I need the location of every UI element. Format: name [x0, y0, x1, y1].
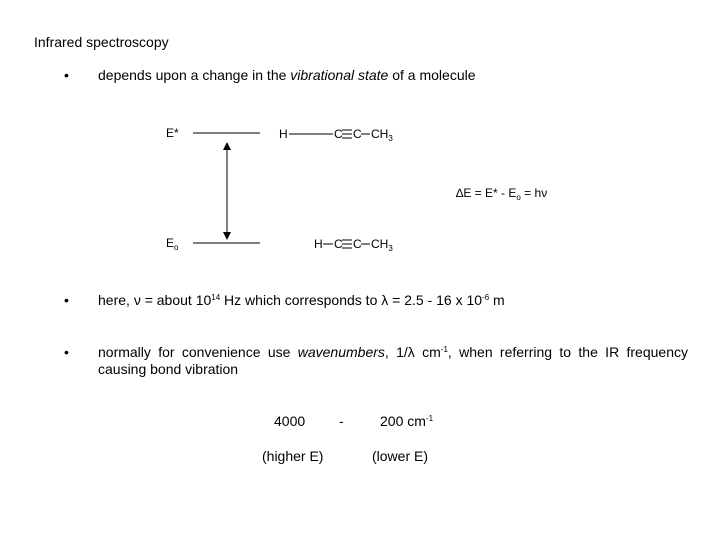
slide-title: Infrared spectroscopy	[34, 34, 169, 50]
bullet3-line2: causing bond vibration	[98, 361, 239, 377]
ground-state-symbol: E	[166, 236, 175, 250]
bullet3-italic: wavenumbers	[297, 344, 385, 360]
excited-atom-c2: C	[353, 127, 362, 141]
range-dash: -	[339, 413, 344, 429]
equation-text: E = E* - E	[463, 186, 517, 200]
lambda-symbol: λ	[407, 344, 415, 360]
delta-symbol: ∆	[456, 186, 464, 200]
energy-equation	[456, 186, 547, 200]
range-low-label: (lower E)	[372, 448, 429, 464]
bullet2-exponent: -6	[482, 293, 490, 302]
excited-state-label	[166, 126, 179, 140]
excited-methyl-group	[371, 127, 393, 141]
bullet-wavenumbers	[98, 344, 688, 378]
bullet3-text: cm	[414, 344, 441, 360]
ground-methyl-group	[371, 237, 393, 251]
nu-symbol: ν	[541, 186, 548, 200]
bullet-marker: •	[64, 292, 69, 308]
equation-subscript: o	[516, 193, 521, 202]
excited-methyl-sub: 3	[388, 134, 393, 143]
range-low-text: 200 cm	[380, 413, 426, 429]
ground-atom-h: H	[314, 237, 323, 251]
excited-state-symbol: E	[166, 126, 175, 140]
lambda-symbol: λ	[381, 292, 389, 308]
bullet3-text: , 1/	[384, 344, 408, 360]
ground-methyl-sub: 3	[388, 244, 393, 253]
ground-state-subscript: o	[174, 243, 179, 252]
excited-atom-h: H	[279, 127, 288, 141]
bullet-marker: •	[64, 67, 69, 83]
bullet2-text: here,	[98, 292, 134, 308]
bullet3-exponent: -1	[440, 345, 448, 354]
ground-state-label	[166, 236, 178, 250]
bullet2-text: Hz which corresponds to	[220, 292, 382, 308]
bullet2-text: = about 10	[140, 292, 212, 308]
bullet3-text: normally for convenience use	[98, 344, 298, 360]
bullet2-text: = 2.5 - 16 x 10	[388, 292, 483, 308]
bullet2-exponent: 14	[211, 293, 221, 302]
range-high-label: (higher E)	[262, 448, 324, 464]
bullet-marker: •	[64, 344, 69, 360]
nu-symbol: ν	[133, 292, 141, 308]
range-high-value: 4000	[274, 413, 306, 429]
range-low-value	[380, 413, 433, 430]
bullet1-text-end: of a molecule	[388, 67, 476, 83]
ground-atom-c2: C	[353, 237, 362, 251]
excited-state-star: *	[174, 126, 179, 140]
range-exponent: -1	[425, 414, 434, 423]
excited-methyl-ch: CH	[371, 127, 389, 141]
bullet1-text: depends upon a change in the	[98, 67, 291, 83]
bullet3-text: , when referring to the IR frequency	[447, 344, 688, 360]
equation-text-end: = h	[520, 186, 542, 200]
bullet1-italic: vibrational state	[290, 67, 389, 83]
ground-methyl-ch: CH	[371, 237, 389, 251]
excited-atom-c1: C	[334, 127, 343, 141]
ground-atom-c1: C	[334, 237, 343, 251]
bullet2-text: m	[489, 292, 505, 308]
bullet-frequency	[98, 292, 505, 309]
bullet3-line1	[98, 344, 688, 361]
